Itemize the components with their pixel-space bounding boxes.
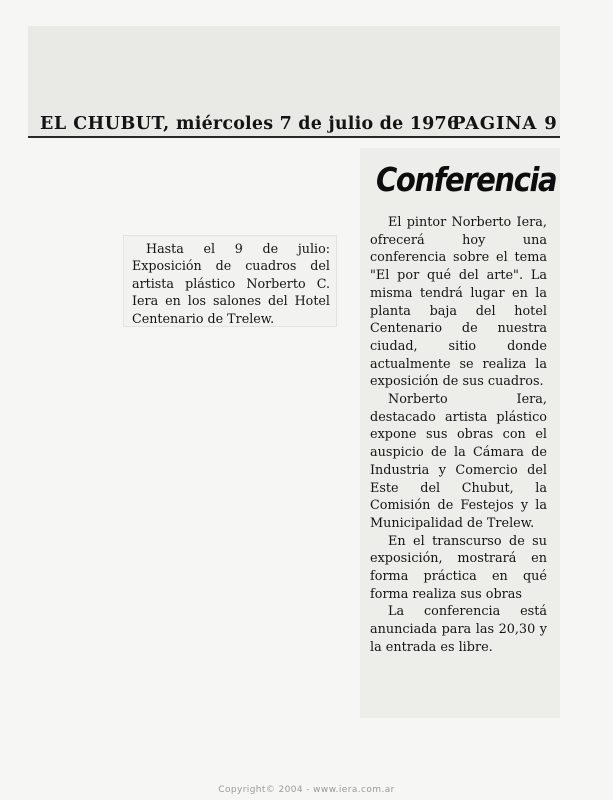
article-paragraph: El pintor Norberto Iera, ofrecerá hoy una conferencia sobre el tema "El por qué del arte". La misma tendrá lugar en la planta baja del hotel Centenario de nuestra ciudad, sitio donde actualmente se realiza la exposición de sus cuadros. — [370, 215, 547, 390]
article-paragraph: La conferencia está anunciada para las 20,30 y la entrada es libre. — [370, 604, 547, 655]
exhibition-notice-clipping — [124, 236, 336, 326]
article-paragraph: Norberto Iera, destacado artista plástico expone sus obras con el auspicio de la Cámara de Industria y Comercio del Este del Chubut, la Comisión de Festejos y la Municipalidad de Trelew. — [370, 392, 547, 531]
copyright-footer: Copyright© 2004 - www.iera.com.ar — [218, 785, 395, 795]
publication-date: miércoles 7 de julio de 1976 — [176, 114, 460, 134]
article-body — [370, 214, 547, 657]
newspaper-dateline — [40, 114, 459, 134]
article-paragraph: En el transcurso de su exposición, mostrará en forma práctica en qué forma realiza sus obras — [370, 533, 547, 602]
newspaper-name: EL CHUBUT, — [40, 114, 170, 134]
header-rule — [28, 136, 560, 138]
exhibition-notice-text: Hasta el 9 de julio: Exposición de cuadros del artista plástico Norberto C. Iera en los salones del Hotel Centenario de Trelew. — [132, 241, 330, 326]
page-number: PAGINA 9 — [452, 113, 558, 134]
article-title: Conferencia — [376, 160, 557, 199]
